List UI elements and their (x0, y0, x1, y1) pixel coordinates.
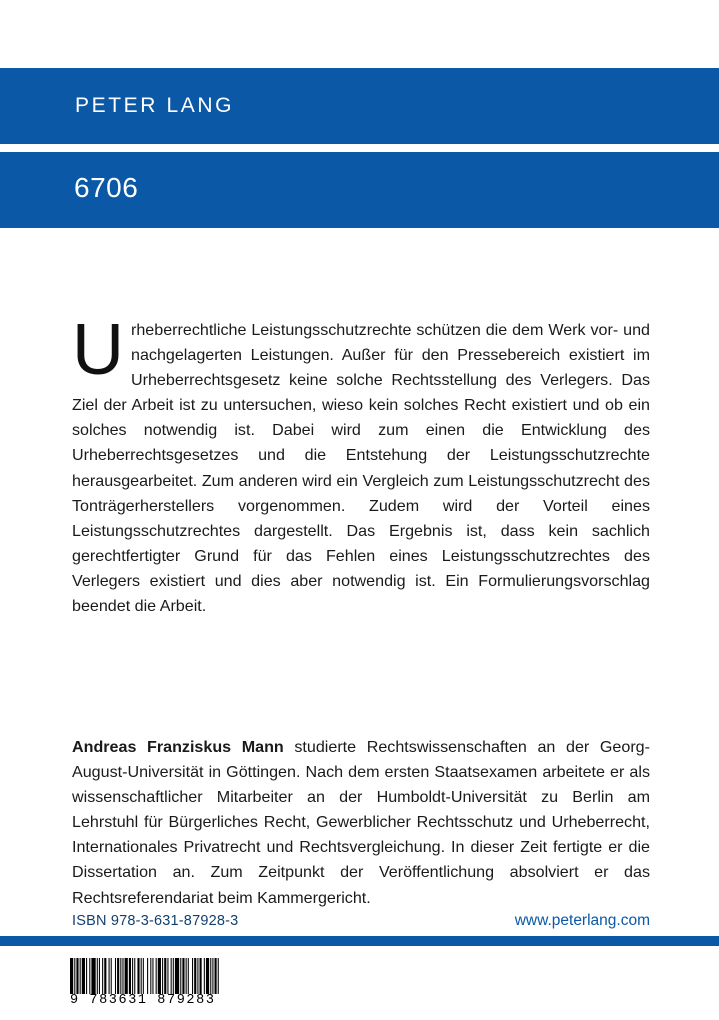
footer-blue-bar (0, 936, 719, 946)
publisher-name: PETER LANG (75, 94, 235, 117)
publisher-band (0, 68, 719, 144)
barcode (70, 958, 222, 1012)
barcode-bars (70, 958, 222, 994)
blurb-text: rheberrechtliche Leistungsschutzrechte schützen die dem Werk vor- und nachgelagerten Leistungen. Außer für den Pressebereich existiert im Urheberrechtsgesetz keine solche Rechtsstellung des Verlegers. Das Ziel der Arbeit ist zu untersuchen, wieso kein solches Recht existiert und ob ein solches notwendig ist. Dabei wird zum einen die Entwicklung des Urheberrechtsgesetzes und die Entstehung der Leistungsschutzrechte herausgearbeitet. Zum anderen wird ein Vergleich zum Leistungsschutzrecht des Tonträgerherstellers vorgenommen. Zudem wird der Vorteil eines Leistungsschutzrechtes dargestellt. Das Ergebnis ist, dass kein sachlich gerechtfertigter Grund für das Fehlen eines Leistungsschutzrechtes des Verlegers existiert und dies aber notwendig ist. Ein Formulierungsvorschlag beendet die Arbeit. (72, 321, 650, 616)
blurb-paragraph (72, 310, 650, 619)
isbn-text: ISBN 978-3-631-87928-3 (72, 913, 239, 929)
publisher-website-link[interactable]: www.peterlang.com (514, 912, 650, 929)
author-bio-paragraph (72, 735, 650, 911)
footer-row (72, 911, 650, 931)
author-name: Andreas Franziskus Mann (72, 738, 284, 756)
author-bio-text: studierte Rechtswissenschaften an der Georg-August-Universität in Göttingen. Nach dem ersten Staatsexamen arbeitete er als wissenschaftlicher Mitarbeiter an der Humboldt-Universität zu Berlin am Lehrstuhl für Bürgerliches Recht, Gewerblicher Rechtsschutz und Urheberrecht, Internationales Privatrecht und Rechtsvergleichung. In dieser Zeit fertigte er die Dissertation an. Zum Zeitpunkt der Veröffentlichung absolviert er das Rechtsreferendariat beim Kammergericht. (72, 738, 650, 907)
series-band (0, 152, 719, 228)
barcode-digits: 9 783631 879283 (70, 993, 216, 1008)
blurb-drop-cap: U (72, 310, 124, 390)
series-number: 6706 (74, 172, 139, 203)
